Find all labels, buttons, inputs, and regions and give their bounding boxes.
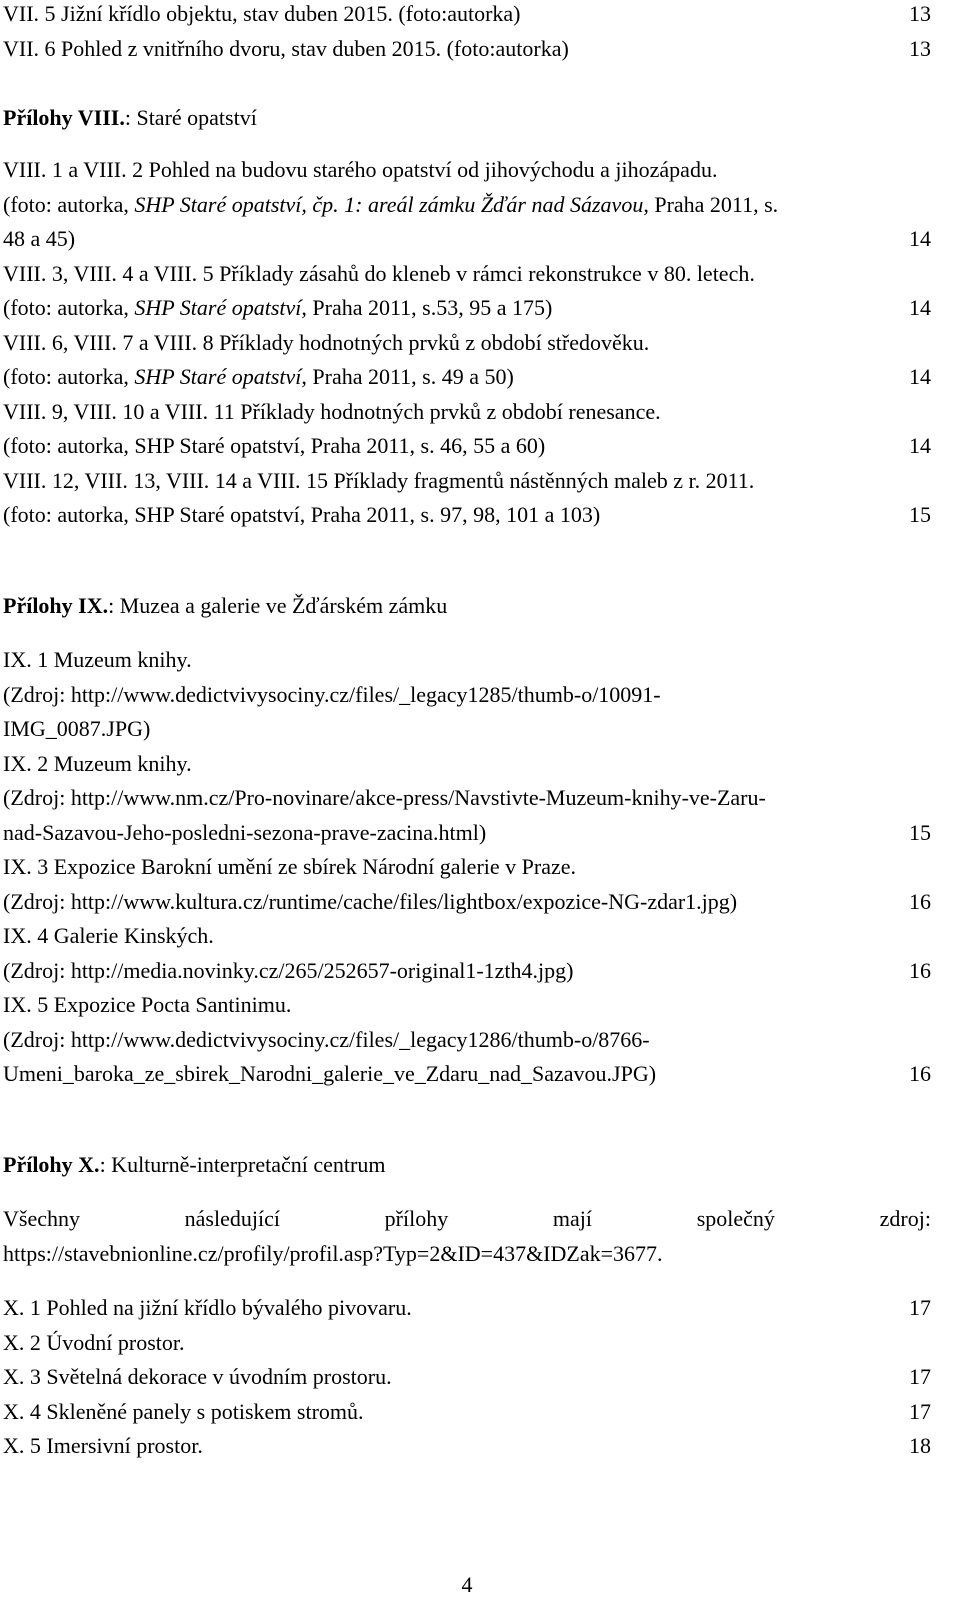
item-text: https://stavebnionline.cz/profily/profil.asp?Typ=2&ID=437&IDZak=3677. <box>3 1240 663 1266</box>
list-item <box>3 1395 931 1430</box>
list-item <box>3 712 931 747</box>
item-text: (foto: autorka, <box>3 364 135 389</box>
item-text-italic: SHP Staré opatství <box>134 295 302 320</box>
item-text: (Zdroj: http://www.kultura.cz/runtime/cache/files/lightbox/expozice-NG-zdar1.jpg) <box>3 888 738 914</box>
spacer <box>3 533 931 589</box>
item-text: (Zdroj: http://media.novinky.cz/265/252657-original1-1zth4.jpg) <box>3 957 574 983</box>
page-ref: 15 <box>909 502 931 527</box>
item-text: VII. 5 Jižní křídlo objektu, stav duben 2015. (foto:autorka) <box>3 1 521 26</box>
item-text: IX. 3 Expozice Barokní umění ze sbírek Národní galerie v Praze. <box>3 854 577 879</box>
list-item <box>3 395 931 430</box>
item-text: VIII. 6, VIII. 7 a VIII. 8 Příklady hodnotných prvků z období středověku. <box>3 329 650 355</box>
intro-word: mají <box>552 1206 593 1231</box>
page-ref: 16 <box>909 1061 931 1086</box>
item-text: VIII. 3, VIII. 4 a VIII. 5 Příklady zásahů do kleneb v rámci rekonstrukce v 80. letech. <box>3 260 755 286</box>
intro-word: následující <box>184 1206 280 1231</box>
page-number: 4 <box>461 1572 473 1597</box>
item-text: IX. 1 Muzeum knihy. <box>3 647 192 672</box>
intro-word: přílohy <box>384 1206 449 1231</box>
list-item <box>3 781 931 816</box>
item-text: Umeni_baroka_ze_sbirek_Narodni_galerie_ve_Zdaru_nad_Sazavou.JPG) <box>3 1061 657 1086</box>
item-text: X. 3 Světelná dekorace v úvodním prostoru. <box>3 1364 392 1389</box>
item-text: VIII. 12, VIII. 13, VIII. 14 a VIII. 15 Příklady fragmentů nástěnných maleb z r. 2011. <box>3 467 755 493</box>
item-text: IX. 2 Muzeum knihy. <box>3 750 192 776</box>
list-item <box>3 1429 931 1464</box>
list-item <box>3 464 931 499</box>
page-ref: 18 <box>909 1433 931 1458</box>
list-of-appendices <box>3 0 931 1464</box>
list-item <box>3 360 931 395</box>
item-text: X. 1 Pohled na jižní křídlo bývalého pivovaru. <box>3 1295 412 1320</box>
list-item <box>3 1023 931 1058</box>
item-text-tail: , Praha 2011, s. 49 a 50) <box>301 364 514 389</box>
item-text: IMG_0087.JPG) <box>3 716 151 741</box>
list-item <box>3 816 931 851</box>
list-item <box>3 222 931 257</box>
item-text-italic: SHP Staré opatství <box>134 364 302 389</box>
item-text: IX. 5 Expozice Pocta Santinimu. <box>3 992 292 1017</box>
item-text: nad-Sazavou-Jeho-posledni-sezona-prave-zacina.html) <box>3 819 487 845</box>
page-ref: 15 <box>909 819 931 845</box>
intro-source-url <box>3 1237 931 1272</box>
item-text: (foto: autorka, SHP Staré opatství, Praha 2011, s. 97, 98, 101 a 103) <box>3 502 601 527</box>
spacer <box>3 1182 931 1202</box>
item-text-tail: , Praha 2011, s.53, 95 a 175) <box>301 295 553 320</box>
heading-rest: : Kulturně-interpretační centrum <box>99 1151 386 1177</box>
item-text-tail: Praha 2011, s. <box>648 191 779 217</box>
item-text: (foto: autorka, <box>3 295 135 320</box>
list-item <box>3 1291 931 1326</box>
spacer <box>3 623 931 643</box>
page-ref: 16 <box>909 957 931 983</box>
item-text: VIII. 1 a VIII. 2 Pohled na budovu starého opatství od jihovýchodu a jihozápadu. <box>3 157 718 182</box>
list-item <box>3 291 931 326</box>
heading-rest: : Staré opatství <box>124 104 257 130</box>
list-item <box>3 498 931 533</box>
page-ref: 14 <box>909 295 931 320</box>
page-ref: 14 <box>909 364 931 389</box>
page-ref: 17 <box>909 1398 931 1424</box>
page-ref: 14 <box>909 433 931 458</box>
item-text: (Zdroj: http://www.dedictvivysociny.cz/files/_legacy1286/thumb-o/8766- <box>3 1026 650 1052</box>
item-text: (Zdroj: http://www.dedictvivysociny.cz/files/_legacy1285/thumb-o/10091- <box>3 681 661 707</box>
page-ref: 17 <box>909 1364 931 1389</box>
list-item <box>3 919 931 954</box>
item-text: X. 2 Úvodní prostor. <box>3 1329 185 1355</box>
item-text: 48 a 45) <box>3 226 76 251</box>
list-item <box>3 153 931 188</box>
item-text: X. 5 Imersivní prostor. <box>3 1433 203 1458</box>
spacer <box>3 1271 931 1291</box>
item-text-italic: SHP Staré opatství, čp. 1: areál zámku Žďár nad Sázavou, <box>134 191 649 217</box>
list-item <box>3 429 931 464</box>
intro-line <box>3 1202 931 1237</box>
section-heading <box>3 589 931 624</box>
section-heading <box>3 1148 931 1183</box>
item-text: VII. 6 Pohled z vnitřního dvoru, stav duben 2015. (foto:autorka) <box>3 35 569 61</box>
list-item <box>3 188 931 223</box>
list-item <box>3 326 931 361</box>
heading-bold: Přílohy IX. <box>3 592 109 618</box>
intro-word: společný <box>696 1206 775 1231</box>
intro-word: Všechny <box>3 1206 80 1231</box>
list-item <box>3 747 931 782</box>
page-ref: 17 <box>909 1295 931 1320</box>
list-item <box>3 850 931 885</box>
spacer <box>3 1092 931 1148</box>
section-heading <box>3 101 931 136</box>
item-text: VIII. 9, VIII. 10 a VIII. 11 Příklady hodnotných prvků z období renesance. <box>3 398 661 424</box>
list-item <box>3 988 931 1023</box>
item-text: IX. 4 Galerie Kinských. <box>3 923 214 948</box>
list-item <box>3 954 931 989</box>
heading-bold: Přílohy X. <box>3 1151 100 1177</box>
page-ref: 16 <box>909 888 931 914</box>
heading-bold: Přílohy VIII. <box>3 104 125 130</box>
heading-rest: : Muzea a galerie ve Žďárském zámku <box>108 592 448 618</box>
list-item <box>3 643 931 678</box>
page-ref: 13 <box>909 35 931 61</box>
item-text: (Zdroj: http://www.nm.cz/Pro-novinare/akce-press/Navstivte-Muzeum-knihy-ve-Zaru- <box>3 785 766 810</box>
list-item <box>3 885 931 920</box>
item-text: X. 4 Skleněné panely s potiskem stromů. <box>3 1398 364 1424</box>
intro-word: zdroj: <box>879 1206 931 1231</box>
list-item <box>3 32 931 67</box>
item-text: (foto: autorka, SHP Staré opatství, Praha 2011, s. 46, 55 a 60) <box>3 433 546 458</box>
page-ref: 14 <box>909 226 931 251</box>
list-item <box>3 257 931 292</box>
item-text: (foto: autorka, <box>3 191 135 217</box>
spacer <box>3 135 931 153</box>
list-item <box>3 1360 931 1395</box>
list-item <box>3 1326 931 1361</box>
page-ref: 13 <box>909 1 931 26</box>
list-item <box>3 1057 931 1092</box>
list-item <box>3 678 931 713</box>
spacer <box>3 66 931 101</box>
list-item <box>3 0 931 32</box>
